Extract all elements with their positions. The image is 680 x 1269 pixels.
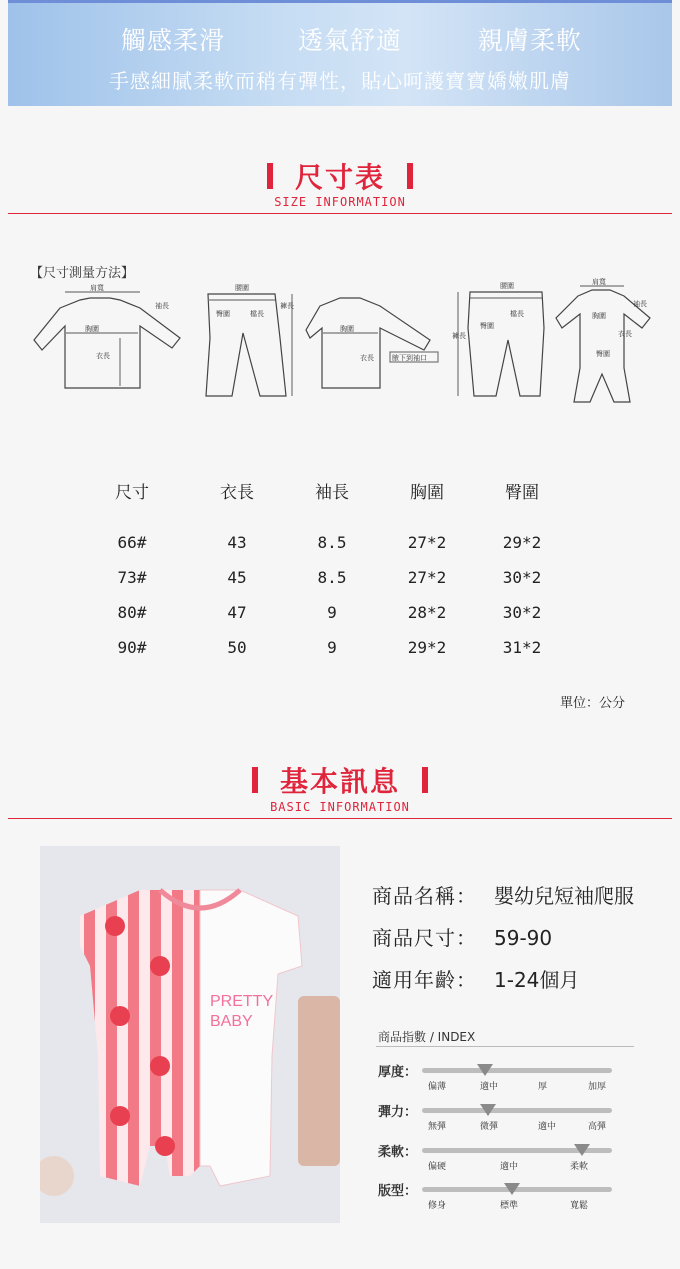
index-softness [378, 1141, 638, 1181]
index-option: 柔軟 [570, 1162, 589, 1172]
index-elasticity [378, 1101, 638, 1141]
index-fit [378, 1180, 638, 1220]
index-marker [574, 1144, 590, 1156]
index-marker [477, 1064, 493, 1076]
index-thickness [378, 1061, 638, 1101]
col-header-sleeve: 袖長 [315, 483, 349, 503]
photo-print-line1: PRETTY [210, 993, 274, 1010]
index-marker [504, 1183, 520, 1195]
index-option: 標準 [500, 1201, 519, 1211]
table-cell: 9 [327, 638, 337, 657]
index-option: 適中 [538, 1122, 557, 1132]
info-key: 商品名稱： [372, 884, 477, 908]
col-header-chest: 胸圍 [410, 483, 444, 503]
table-cell: 45 [227, 568, 247, 587]
info-key: 適用年齡： [372, 968, 477, 992]
svg-text:衣長: 衣長 [96, 352, 110, 360]
table-cell: 47 [227, 603, 247, 622]
basic-section-subtitle: BASIC INFORMATION [270, 800, 410, 814]
index-track [422, 1068, 612, 1073]
feature-3: 親膚柔軟 [478, 26, 583, 55]
measure-method-label: 【尺寸測量方法】 [30, 266, 135, 281]
index-label: 厚度： [378, 1065, 418, 1080]
basic-divider [8, 818, 672, 819]
table-cell: 28*2 [407, 603, 447, 622]
info-value: 59-90 [494, 926, 553, 950]
title-bar-right [407, 163, 413, 189]
svg-text:檔長: 檔長 [250, 310, 264, 318]
table-cell: 90# [117, 638, 147, 657]
table-cell: 27*2 [407, 533, 447, 552]
svg-text:褲長: 褲長 [280, 302, 294, 310]
title-bar-right [422, 767, 428, 793]
table-cell: 9 [327, 603, 337, 622]
info-key: 商品尺寸： [372, 926, 477, 950]
table-cell: 73# [117, 568, 147, 587]
svg-text:衣長: 衣長 [360, 354, 374, 362]
col-header-size: 尺寸 [115, 483, 149, 503]
info-value: 1-24個月 [494, 968, 580, 992]
index-option: 無彈 [428, 1122, 447, 1132]
photo-print-line2: BABY [210, 1013, 253, 1030]
top-diagram-1 [34, 283, 180, 388]
svg-text:肩寬: 肩寬 [90, 284, 104, 292]
index-option: 寬鬆 [570, 1201, 589, 1211]
index-divider [376, 1046, 634, 1047]
table-cell: 8.5 [317, 533, 347, 552]
feature-subtitle: 手感細膩柔軟而稍有彈性，貼心呵護寶寶嬌嫩肌膚 [109, 69, 571, 93]
index-title: 商品指數 / INDEX [378, 1030, 476, 1044]
size-divider [8, 213, 672, 214]
index-option: 微彈 [480, 1122, 499, 1132]
index-option: 適中 [500, 1162, 519, 1172]
table-cell: 30*2 [502, 603, 542, 622]
index-option: 厚 [538, 1082, 548, 1092]
svg-text:胸圍: 胸圍 [340, 325, 354, 333]
svg-text:臀圍: 臀圍 [596, 350, 610, 358]
top-diagram-2 [306, 298, 438, 388]
info-row-age [372, 964, 579, 993]
size-section-subtitle: SIZE INFORMATION [274, 195, 406, 209]
romper-illustration [40, 846, 340, 1223]
size-title-text: 尺寸表 [294, 161, 385, 194]
index-track [422, 1148, 612, 1153]
product-photo [40, 846, 340, 1223]
table-cell: 80# [117, 603, 147, 622]
table-cell: 29*2 [502, 533, 542, 552]
feature-1: 觸感柔滑 [121, 26, 226, 55]
basic-section-title [0, 760, 680, 800]
basic-title-text: 基本訊息 [279, 765, 400, 798]
index-label: 彈力： [378, 1105, 418, 1120]
index-track [422, 1108, 612, 1113]
measurement-diagrams [30, 278, 660, 410]
info-row-name [372, 880, 634, 909]
table-cell: 27*2 [407, 568, 447, 587]
svg-text:袖長: 袖長 [155, 302, 169, 310]
svg-text:腰圍: 腰圍 [500, 282, 514, 290]
svg-text:肩寬: 肩寬 [592, 278, 606, 286]
index-option: 修身 [428, 1201, 447, 1211]
index-option: 高彈 [588, 1122, 607, 1132]
romper-diagram [556, 278, 650, 402]
svg-text:腰圍: 腰圍 [235, 284, 249, 292]
index-track [422, 1187, 612, 1192]
table-cell: 30*2 [502, 568, 542, 587]
index-option: 適中 [480, 1082, 499, 1092]
index-marker [480, 1104, 496, 1116]
col-header-length: 衣長 [220, 483, 254, 503]
table-cell: 50 [227, 638, 247, 657]
svg-text:腋下到袖口: 腋下到袖口 [392, 354, 427, 362]
unit-note: 單位：公分 [560, 696, 626, 711]
feature-2: 透氣舒適 [298, 26, 403, 55]
pants-diagram-1 [206, 283, 294, 396]
index-label: 柔軟： [378, 1145, 418, 1160]
svg-text:衣長: 衣長 [618, 330, 632, 338]
info-row-size [372, 922, 552, 951]
svg-text:臀圍: 臀圍 [216, 310, 230, 318]
svg-text:胸圍: 胸圍 [85, 325, 99, 333]
pants-diagram-2 [452, 281, 544, 396]
svg-text:袖長: 袖長 [633, 300, 647, 308]
info-value: 嬰幼兒短袖爬服 [494, 884, 634, 908]
index-option: 偏硬 [428, 1162, 447, 1172]
table-cell: 31*2 [502, 638, 542, 657]
table-cell: 8.5 [317, 568, 347, 587]
index-label: 版型： [378, 1184, 418, 1199]
index-option: 加厚 [588, 1082, 607, 1092]
svg-text:檔長: 檔長 [510, 310, 524, 318]
title-bar-left [252, 767, 258, 793]
size-section-title [0, 156, 680, 196]
table-cell: 66# [117, 533, 147, 552]
svg-text:褲長: 褲長 [452, 332, 466, 340]
svg-text:臀圍: 臀圍 [480, 322, 494, 330]
table-cell: 43 [227, 533, 247, 552]
table-cell: 29*2 [407, 638, 447, 657]
svg-text:胸圍: 胸圍 [592, 312, 606, 320]
title-bar-left [267, 163, 273, 189]
feature-banner [8, 0, 672, 106]
col-header-hip: 臀圍 [505, 483, 539, 503]
index-option: 偏薄 [428, 1082, 447, 1092]
